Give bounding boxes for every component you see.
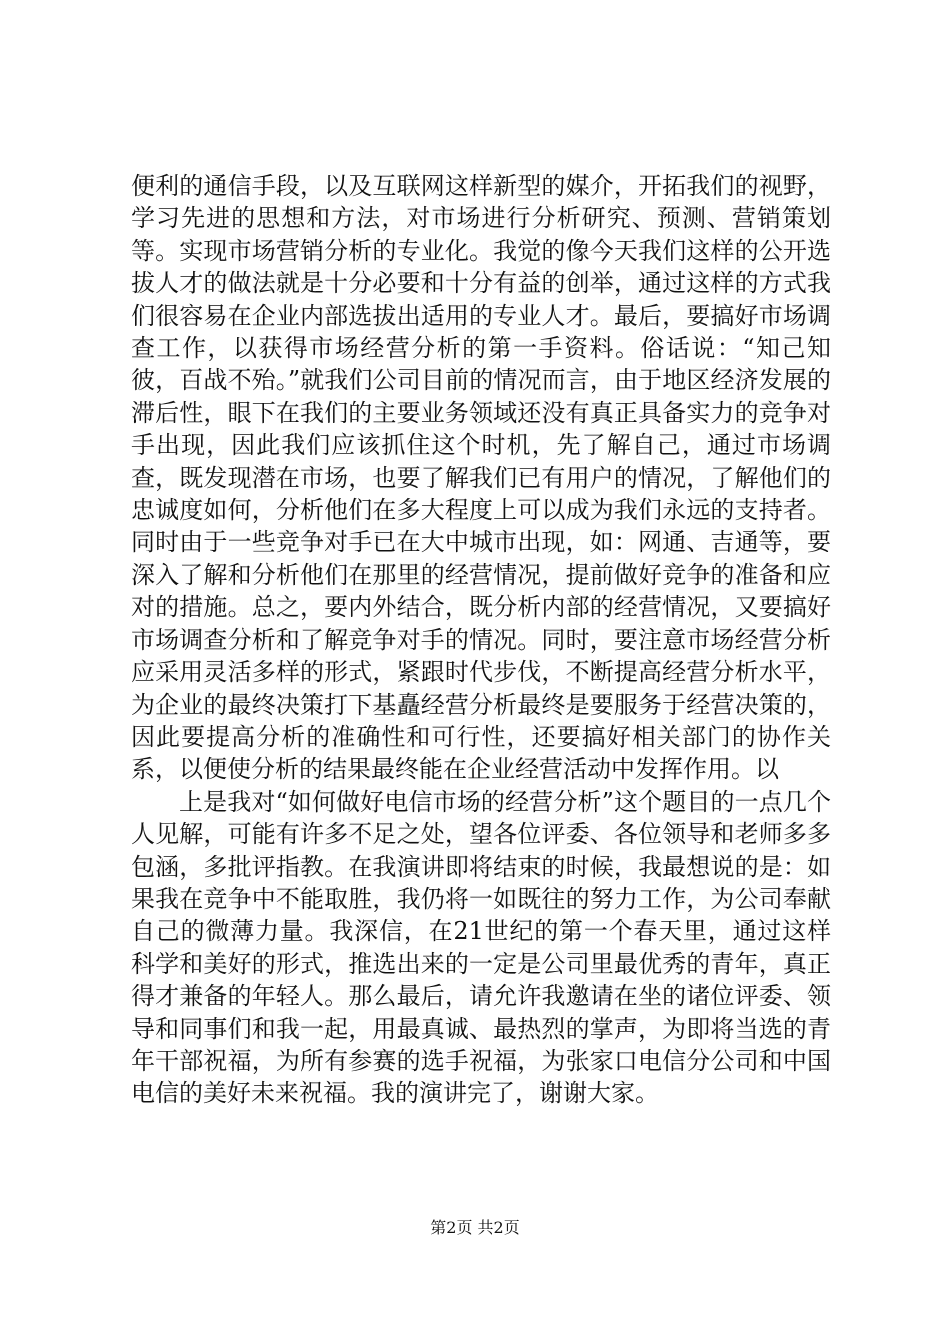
paragraph-closing-speech: 上是我对“如何做好电信市场的经营分析”这个题目的一点几个人见解，可能有许多不足之处，望各位评委、各位领导和老师多多包涵，多批评指教。在我演讲即将结束的时候，我最想说的是：如果我在竞争中不能取胜，我仍将一如既往的努力工作，为公司奉献自己的微薄力量。我深信，在21世纪的第一个春天里，通过这样科学和美好的形式，推选出来的一定是公司里最优秀的青年，真正得才兼备的年轻人。那么最后，请允许我邀请在坐的诸位评委、领导和同事们和我一起，用最真诚、最热烈的掌声，为即将当选的青年干部祝福，为所有参赛的选手祝福，为张家口电信分公司和中国电信的美好未来祝福。我的演讲完了，谢谢大家。: [131, 787, 831, 1108]
paragraph-market-analysis: 便利的通信手段，以及互联网这样新型的媒介，开拓我们的视野，学习先进的思想和方法，对市场进行分析研究、预测、营销策划等。实现市场营销分析的专业化。我觉的像今天我们这样的公开选拔人才的做法就是十分必要和十分有益的创举，通过这样的方式我们很容易在企业内部选拔出适用的专业人才。最后，要搞好市场调查工作，以获得市场经营分析的第一手资料。俗话说：“知己知彼，百战不殆。”就我们公司目前的情况而言，由于地区经济发展的滞后性，眼下在我们的主要业务领域还没有真正具备实力的竞争对手出现，因此我们应该抓住这个时机，先了解自己，通过市场调查，既发现潜在市场，也要了解我们已有用户的情况，了解他们的忠诚度如何，分析他们在多大程度上可以成为我们永远的支持者。同时由于一些竞争对手已在大中城市出现，如：网通、吉通等，要深入了解和分析他们在那里的经营情况，提前做好竞争的准备和应对的措施。总之，要内外结合，既分析内部的经营情况，又要搞好市场调查分析和了解竞争对手的情况。同时，要注意市场经营分析应采用灵活多样的形式，紧跟时代步伐，不断提高经营分析水平，为企业的最终决策打下基矗经营分析最终是要服务于经营决策的，因此要提高分析的准确性和可行性，还要搞好相关部门的协作关系，以便使分析的结果最终能在企业经营活动中发挥作用。以: [131, 172, 831, 784]
page-footer: 第2页 共2页: [430, 1218, 520, 1237]
document-body: [131, 170, 831, 1110]
